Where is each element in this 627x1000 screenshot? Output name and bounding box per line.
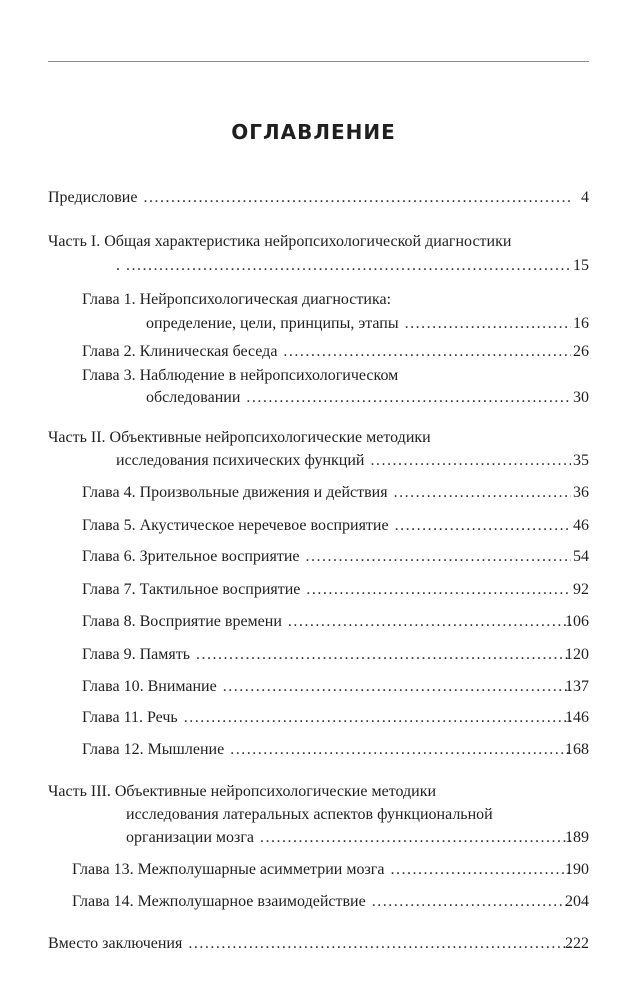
toc-entry-preface[interactable] — [0, 186, 627, 210]
toc-entry-text: обследовании — [146, 389, 241, 406]
toc-entry-page: 4 — [581, 189, 589, 206]
toc-entry-part1-title[interactable] — [0, 230, 627, 254]
toc-entry-page: 36 — [573, 484, 589, 501]
toc-entry-text: Предисловие — [48, 189, 138, 206]
toc-entry-ch12[interactable] — [0, 738, 627, 762]
dot-leader — [405, 312, 571, 336]
top-rule — [48, 61, 589, 62]
toc-entry-ch4[interactable] — [0, 481, 627, 505]
toc-entry-text: организации мозга — [126, 829, 255, 846]
toc-entry-text: . — [116, 257, 120, 274]
toc-entry-ch1-title[interactable] — [0, 288, 627, 312]
toc-entry-ch7[interactable] — [0, 578, 627, 602]
toc-entry-page: 26 — [573, 343, 589, 360]
toc-entry-text: Глава 13. Межполушарные асимметрии мозга — [72, 861, 385, 878]
dot-leader — [390, 858, 571, 882]
toc-entry-ch8[interactable] — [0, 610, 627, 634]
toc-entry-ch10[interactable] — [0, 675, 627, 699]
toc-entry-page: 189 — [565, 829, 589, 846]
toc-entry-part2[interactable] — [0, 449, 627, 473]
toc-entry-text: Глава 8. Восприятие времени — [82, 613, 282, 630]
toc-entry-page: 204 — [565, 893, 589, 910]
toc-entry-text: Глава 9. Память — [82, 646, 191, 663]
toc-entry-ch3-title[interactable] — [0, 364, 627, 388]
toc-entry-text: исследования психических функций — [116, 452, 365, 469]
toc-entry-text: Глава 5. Акустическое неречевое восприятие — [82, 517, 389, 534]
toc-entry-part3-title-2[interactable] — [0, 803, 627, 827]
toc-entry-page: 222 — [565, 935, 589, 952]
toc-entry-text: Глава 11. Речь — [82, 709, 178, 726]
dot-leader — [246, 386, 571, 410]
toc-entry-page: 54 — [573, 548, 589, 565]
toc-entry-page: 168 — [565, 741, 589, 758]
toc-entry-text: Часть I. Общая характеристика нейропсихологической диагностики — [48, 233, 512, 250]
dot-leader — [230, 738, 571, 762]
dot-leader — [188, 932, 571, 956]
toc-entry-text: Глава 1. Нейропсихологическая диагностика: — [82, 291, 392, 308]
dot-leader — [306, 578, 571, 602]
toc-entry-page: 46 — [573, 517, 589, 534]
toc-entry-ch2[interactable] — [0, 340, 627, 364]
toc-entry-part3-title-1[interactable] — [0, 780, 627, 804]
toc-entry-page: 146 — [565, 709, 589, 726]
toc-entry-ch5[interactable] — [0, 514, 627, 538]
dot-leader — [223, 675, 571, 699]
toc-entry-text: Глава 7. Тактильное восприятие — [82, 581, 301, 598]
toc-entry-text: исследования латеральных аспектов функциональной — [126, 806, 493, 823]
toc-entry-text: Часть II. Объективные нейропсихологические методики — [48, 429, 431, 446]
dot-leader — [126, 254, 571, 278]
toc-entry-ch1[interactable] — [0, 312, 627, 336]
dot-leader — [283, 340, 571, 364]
toc-entry-text: Часть III. Объективные нейропсихологические методики — [48, 783, 437, 800]
toc-entry-text: Глава 14. Межполушарное взаимодействие — [72, 893, 366, 910]
toc-entry-text: Глава 2. Клиническая беседа — [82, 343, 278, 360]
page-title: ОГЛАВЛЕНИЕ — [231, 120, 396, 144]
toc-entry-text: Глава 4. Произвольные движения и действия — [82, 484, 388, 501]
toc-entry-text: Глава 6. Зрительное восприятие — [82, 548, 300, 565]
dot-leader — [260, 826, 571, 850]
toc-entry-part3[interactable] — [0, 826, 627, 850]
toc-entry-page: 30 — [573, 389, 589, 406]
toc-entry-text: Глава 10. Внимание — [82, 678, 217, 695]
dot-leader — [184, 706, 571, 730]
dot-leader — [370, 449, 571, 473]
toc-entry-page: 92 — [573, 581, 589, 598]
toc-entry-part1[interactable] — [0, 254, 627, 278]
toc-entry-page: 35 — [573, 452, 589, 469]
dot-leader — [288, 610, 571, 634]
toc-entry-ch14[interactable] — [0, 890, 627, 914]
toc-entry-page: 190 — [565, 861, 589, 878]
toc-entry-page: 106 — [565, 613, 589, 630]
toc-entry-ch6[interactable] — [0, 545, 627, 569]
toc-entry-text: Вместо заключения — [48, 935, 183, 952]
dot-leader — [305, 545, 571, 569]
dot-leader — [395, 514, 571, 538]
toc-entry-text: определение, цели, принципы, этапы — [146, 315, 399, 332]
toc-entry-ch13[interactable] — [0, 858, 627, 882]
toc-entry-page: 15 — [573, 257, 589, 274]
dot-leader — [372, 890, 571, 914]
toc-entry-ch11[interactable] — [0, 706, 627, 730]
dot-leader — [143, 186, 571, 210]
toc-entry-page: 137 — [565, 678, 589, 695]
toc-entry-page: 16 — [573, 315, 589, 332]
toc-entry-conclusion[interactable] — [0, 932, 627, 956]
dot-leader — [394, 481, 571, 505]
toc-entry-text: Глава 3. Наблюдение в нейропсихологическом — [82, 367, 399, 384]
toc-entry-page: 120 — [565, 646, 589, 663]
toc-entry-part2-title[interactable] — [0, 426, 627, 450]
toc-entry-ch9[interactable] — [0, 643, 627, 667]
toc-entry-ch3[interactable] — [0, 386, 627, 410]
dot-leader — [196, 643, 571, 667]
toc-entry-text: Глава 12. Мышление — [82, 741, 225, 758]
